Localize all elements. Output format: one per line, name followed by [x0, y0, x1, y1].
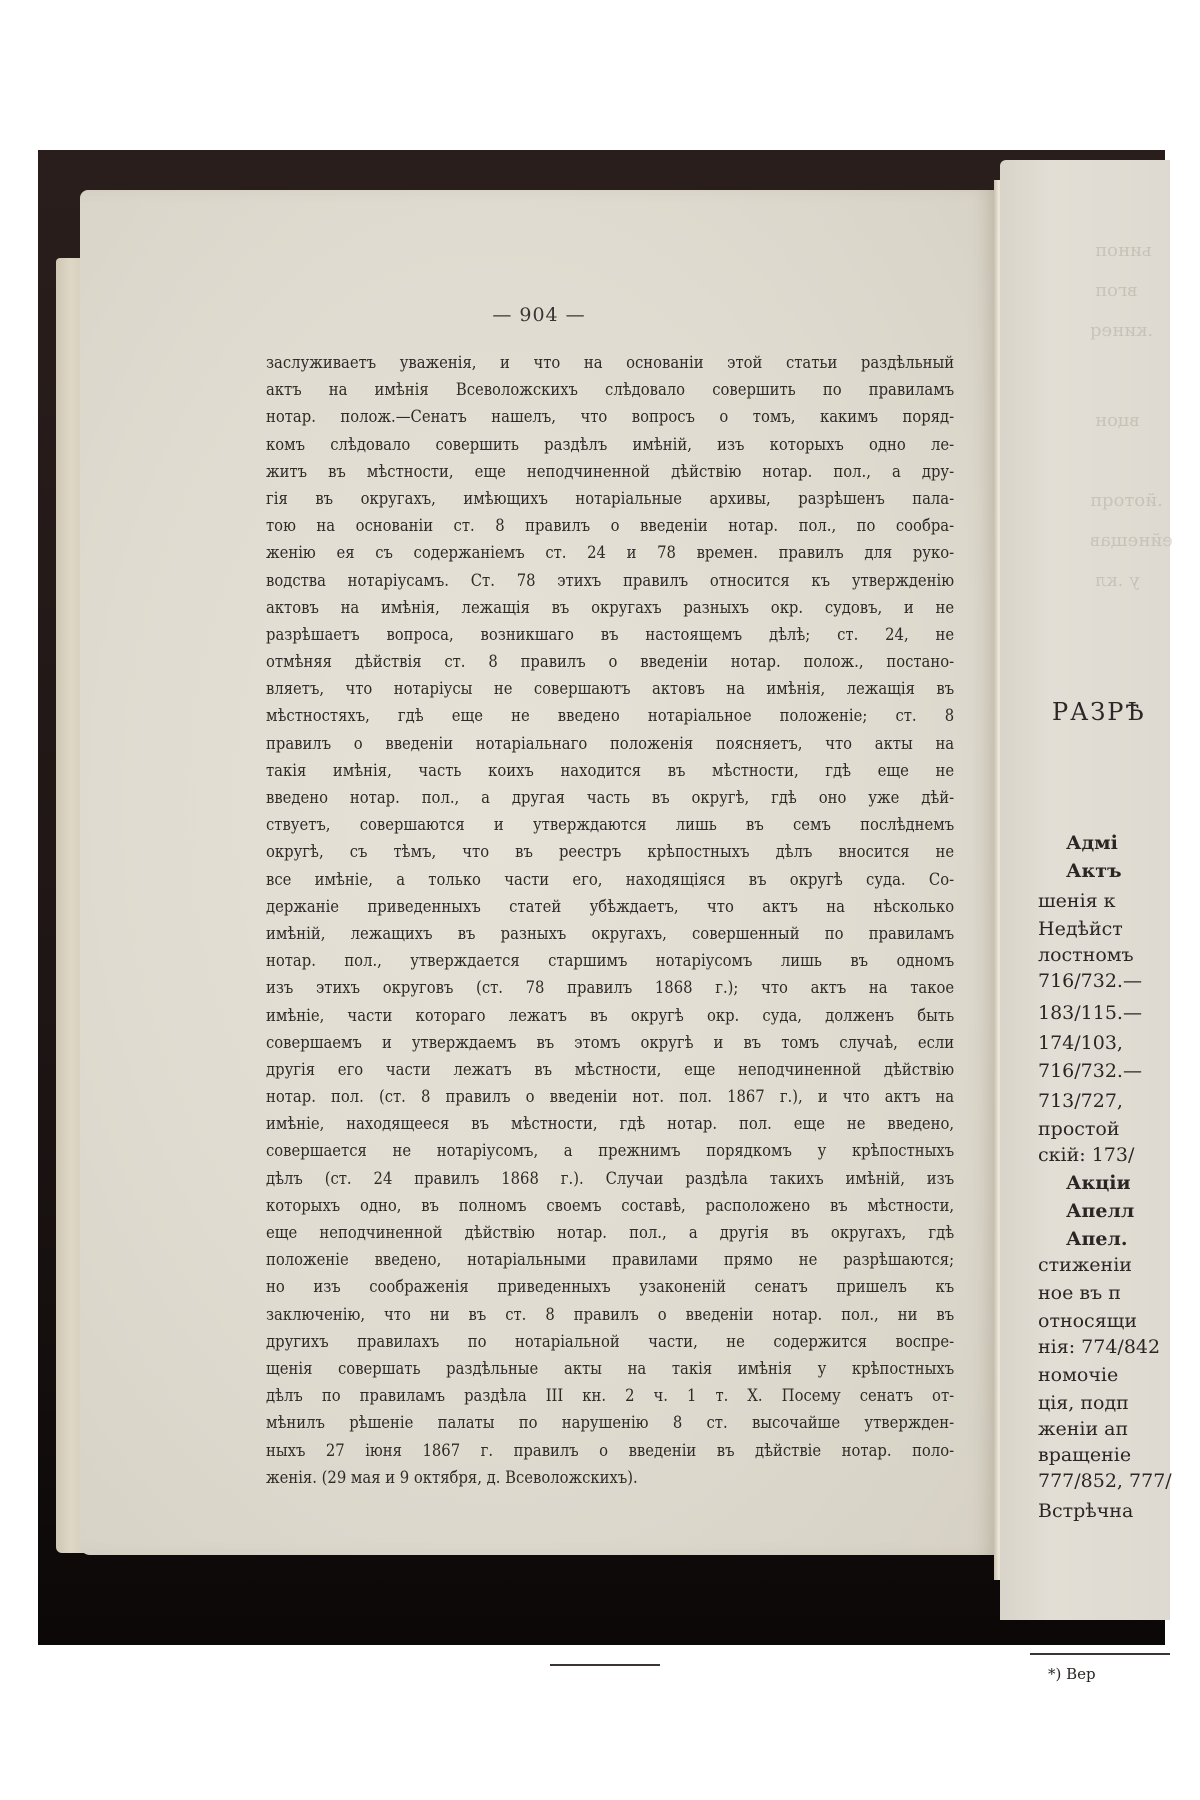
text-line: другихъ правилахъ по нотаріальной части, не содержится воспре-: [266, 1331, 955, 1352]
index-entry-fragment: 174/103,: [1038, 1032, 1123, 1054]
text-line: заключенію, что ни въ ст. 8 правилъ о введеніи нотар. пол., ни въ: [266, 1304, 955, 1325]
text-line: актовъ на имѣнія, лежащія въ округахъ разныхъ окр. судовъ, и не: [266, 597, 955, 618]
bleed-through-text: вгоп: [1095, 280, 1138, 301]
index-entry-fragment: Апелл: [1066, 1200, 1135, 1222]
text-line: тою на основаніи ст. 8 правилъ о введеніи нотар. пол., по сообра-: [266, 516, 955, 537]
text-line: дѣлъ (ст. 24 правилъ 1868 г.). Случаи раздѣла такихъ имѣній, изъ: [266, 1168, 955, 1189]
text-line: нотар. полож.—Сенатъ нашелъ, что вопросъ о томъ, какимъ поряд-: [266, 407, 955, 428]
text-line: правилъ о введеніи нотаріальнаго положенія поясняетъ, что акты на: [266, 733, 955, 754]
text-line: совершаемъ и утверждаемъ въ этомъ округѣ и въ томъ случаѣ, если: [266, 1032, 955, 1053]
right-page: [1000, 160, 1173, 1683]
bleed-through-text: .кинеq: [1090, 320, 1154, 341]
index-entry-fragment: ное въ п: [1038, 1282, 1121, 1304]
text-line: введено нотар. пол., а другая часть въ округѣ, гдѣ оно уже дѣй-: [266, 788, 955, 808]
text-line: дѣлъ по правиламъ раздѣла III кн. 2 ч. 1 т. X. Посему сенатъ от-: [266, 1386, 955, 1407]
text-line: комъ слѣдовало совершить раздѣлъ имѣній, изъ которыхъ одно ле-: [266, 434, 955, 455]
text-line: совершается не нотаріусомъ, а прежнимъ порядкомъ у крѣпостныхъ: [266, 1141, 955, 1162]
page-number: — 904 —: [492, 304, 586, 326]
end-rule: [550, 1664, 660, 1666]
text-line: положеніе введено, нотаріальными правилами прямо не разрѣшаются;: [266, 1250, 955, 1271]
text-line: разрѣшаетъ вопроса, возникшаго въ настоящемъ дѣлѣ; ст. 24, не: [266, 624, 955, 645]
text-line: водства нотаріусамъ. Ст. 78 этихъ правилъ относится къ утвержденію: [266, 570, 955, 591]
index-entry-fragment: скій: 173/: [1038, 1144, 1135, 1166]
body-text: [266, 350, 954, 1492]
text-line: отмѣняя дѣйствія ст. 8 правилъ о введеніи нотар. полож., постано-: [266, 652, 955, 673]
index-entry-fragment: 713/727,: [1038, 1090, 1123, 1112]
text-line: еще неподчиненной дѣйствію нотар. пол., а другія въ округахъ, гдѣ: [266, 1223, 955, 1243]
text-line: но изъ соображенія приведенныхъ узаконеній сенатъ пришелъ къ: [266, 1277, 955, 1298]
text-line: имѣній, лежащихъ въ разныхъ округахъ, совершенный по правиламъ: [266, 923, 955, 944]
text-line: ствуетъ, совершаются и утверждаются лишь въ семъ послѣднемъ: [266, 815, 955, 836]
index-entry-fragment: ція, подп: [1038, 1392, 1129, 1414]
index-entry-fragment: 183/115.—: [1038, 1002, 1142, 1024]
index-entry-fragment: Недѣйст: [1038, 918, 1123, 940]
index-entry-fragment: простой: [1038, 1118, 1120, 1140]
bleed-through-text: у .кл: [1095, 570, 1140, 591]
index-entry-fragment: нія: 774/842: [1038, 1336, 1161, 1358]
bleed-through-text: .йотоqп: [1090, 490, 1163, 511]
text-line: щенія совершать раздѣльные акты на такія имѣнія у крѣпостныхъ: [266, 1358, 955, 1379]
footnote-fragment: *) Вер: [1048, 1665, 1096, 1683]
text-line: мѣстностяхъ, гдѣ еще не введено нотаріальное положеніе; ст. 8: [266, 706, 955, 727]
index-entry-fragment: лостномъ: [1038, 944, 1134, 966]
index-entry-fragment: Апел.: [1066, 1228, 1128, 1250]
text-line: держаніе приведенныхъ статей убѣждаетъ, что актъ на нѣсколько: [266, 896, 955, 917]
section-title-fragment: РАЗРѢ: [1052, 698, 1146, 726]
index-entry-fragment: 716/732.—: [1038, 1060, 1142, 1082]
text-line: заслуживаетъ уваженія, и что на основаніи этой статьи раздѣльный: [266, 353, 955, 373]
text-line: мѣнилъ рѣшеніе палаты по нарушенію 8 ст. высочайше утвержден-: [266, 1413, 955, 1434]
text-line: которыхъ одно, въ полномъ своемъ составѣ, расположено въ мѣстности,: [266, 1195, 955, 1216]
index-entry-fragment: номочіе: [1038, 1364, 1119, 1386]
text-line: такія имѣнія, часть коихъ находится въ мѣстности, гдѣ еще не: [266, 760, 955, 781]
index-entry-fragment: стиженіи: [1038, 1254, 1132, 1276]
text-line: округѣ, съ тѣмъ, что въ реестръ крѣпостныхъ дѣлъ вносится не: [266, 842, 955, 863]
index-entry-fragment: женіи ап: [1038, 1418, 1129, 1440]
left-page: [80, 190, 998, 1555]
text-line: нотар. пол. (ст. 8 правилъ о введеніи нот. пол. 1867 г.), и что актъ на: [266, 1087, 955, 1108]
index-entry-fragment: относящи: [1038, 1310, 1138, 1332]
text-line: вляетъ, что нотаріусы не совершаютъ актовъ на имѣнія, лежащія въ: [266, 679, 955, 700]
text-line: другія его части лежатъ въ мѣстности, еще неподчиненной дѣйствію: [266, 1059, 955, 1080]
footnote-rule: [1030, 1653, 1170, 1655]
text-line: имѣніе, находящееся въ мѣстности, гдѣ нотар. пол. еще не введено,: [266, 1114, 955, 1135]
index-entry-fragment: 716/732.—: [1038, 970, 1142, 992]
text-line: актъ на имѣнія Всеволожскихъ слѣдовало совершить по правиламъ: [266, 380, 955, 401]
text-line: изъ этихъ округовъ (ст. 78 правилъ 1868 г.); что актъ на такое: [266, 978, 955, 999]
book-photo: [38, 150, 1173, 1683]
index-entry-fragment: вращеніе: [1038, 1444, 1132, 1466]
text-line: все имѣніе, а только части его, находящіяся въ округѣ суда. Со-: [266, 869, 955, 890]
bleed-through-text: ейнещав: [1090, 530, 1173, 551]
bleed-through-text: ьиноп: [1095, 240, 1152, 261]
text-line: имѣніе, части котораго лежатъ въ округѣ окр. суда, долженъ быть: [266, 1005, 955, 1026]
text-line: женію ея съ содержаніемъ ст. 24 и 78 времен. правилъ для руко-: [266, 543, 955, 564]
index-entry-fragment: Адмі: [1066, 832, 1118, 854]
bleed-through-text: вцон: [1095, 410, 1140, 431]
text-line: ныхъ 27 іюня 1867 г. правилъ о введеніи въ дѣйствіе нотар. поло-: [266, 1440, 955, 1461]
index-entry-fragment: 777/852, 777/: [1038, 1470, 1172, 1492]
index-entry-fragment: шенія к: [1038, 890, 1116, 912]
index-entry-fragment: Актъ: [1066, 860, 1122, 882]
text-line: женія. (29 мая и 9 октября, д. Всеволожскихъ).: [266, 1467, 638, 1488]
text-line: гія въ округахъ, имѣющихъ нотаріальные архивы, разрѣшенъ пала-: [266, 488, 955, 509]
text-line: житъ въ мѣстности, еще неподчиненной дѣйствію нотар. пол., а дру-: [266, 461, 955, 482]
index-entry-fragment: Встрѣчна: [1038, 1500, 1134, 1522]
text-line: нотар. пол., утверждается старшимъ нотаріусомъ лишь въ одномъ: [266, 951, 955, 972]
index-entry-fragment: Акціи: [1066, 1172, 1131, 1194]
